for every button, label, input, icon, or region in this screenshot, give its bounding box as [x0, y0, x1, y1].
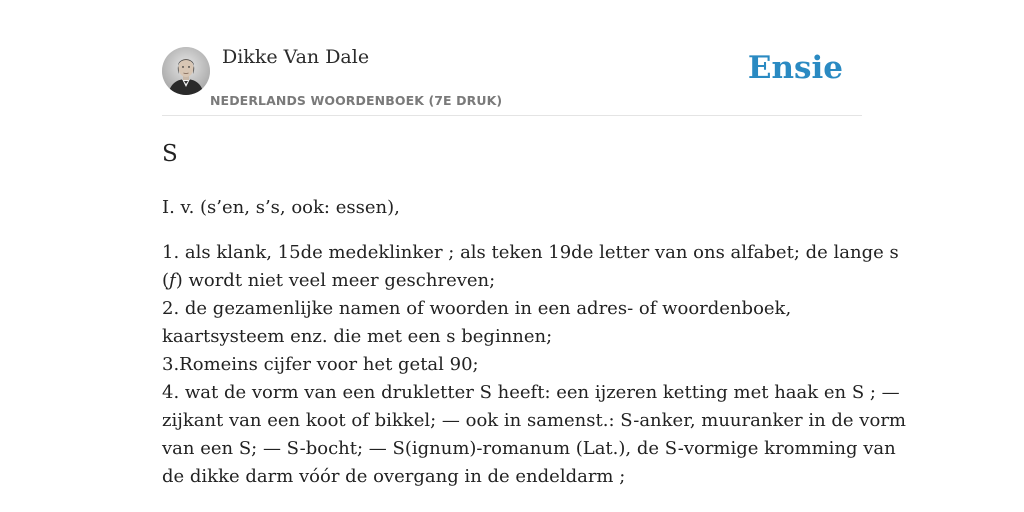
page-container: [162, 0, 906, 512]
portrait-icon: [162, 47, 210, 95]
definition-line: de dikke darm vóór de overgang in de endeldarm ;: [162, 466, 626, 487]
definition-line: (ƒ) wordt niet veel meer geschreven;: [162, 270, 496, 291]
source-label[interactable]: NEDERLANDS WOORDENBOEK (7E DRUK): [210, 93, 503, 108]
entry-definitions: [162, 239, 906, 491]
entry-grammar: I. v. (s’en, s’s, ook: essen),: [162, 197, 400, 218]
long-s-glyph: ƒ: [169, 270, 176, 291]
definition-line: 2. de gezamenlijke namen of woorden in een adres- of woordenboek,: [162, 298, 792, 319]
definition-line: 1. als klank, 15de medeklinker ; als teken 19de letter van ons alfabet; de lange s: [162, 242, 899, 263]
definition-line: 4. wat de vorm van een drukletter S heeft: een ijzeren ketting met haak en S ; —: [162, 382, 900, 403]
header-divider: [162, 115, 862, 116]
entry-headword: S: [162, 141, 178, 167]
definition-line: 3.Romeins cijfer voor het getal 90;: [162, 354, 479, 375]
definition-line: kaartsysteem enz. die met een s beginnen;: [162, 326, 553, 347]
definition-line: van een S; — S-bocht; — S(ignum)-romanum (Lat.), de S-vormige kromming van: [162, 438, 896, 459]
author-avatar[interactable]: [162, 47, 210, 95]
brand-logo[interactable]: Ensie: [747, 50, 843, 86]
definition-line: zijkant van een koot of bikkel; — ook in samenst.: S-anker, muuranker in de vorm: [162, 410, 906, 431]
author-name[interactable]: Dikke Van Dale: [222, 46, 370, 68]
